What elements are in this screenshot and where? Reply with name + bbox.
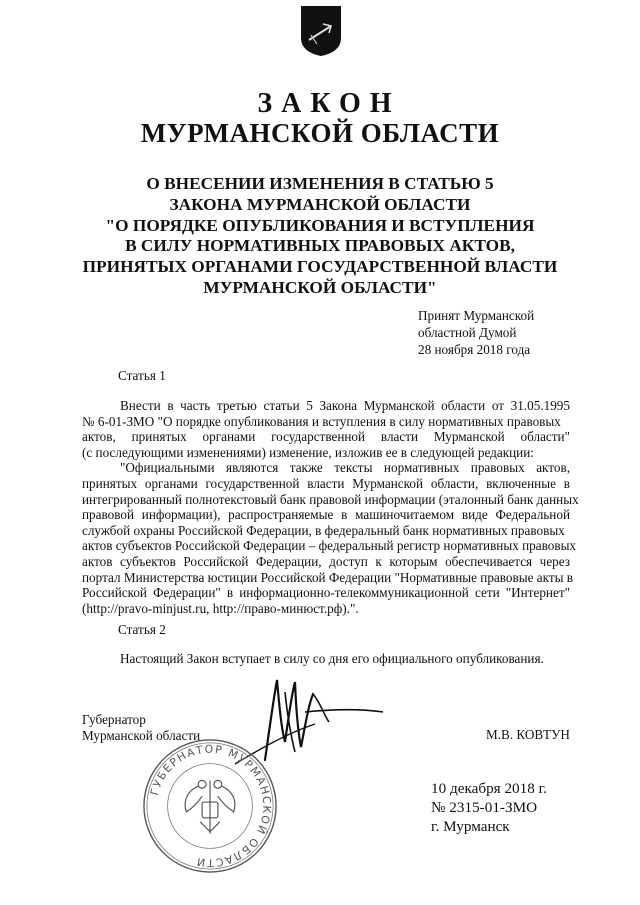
article-1-heading: Статья 1 xyxy=(118,368,166,383)
text-line: правовой информации), распространяемые в машиночитаемом виде Федеральной xyxy=(82,507,570,523)
text-line: Российской Федерации" в информационно-телекоммуникационной сети "Интернет" xyxy=(82,585,570,601)
text-line: актов субъектов Российской Федерации, доступ к которым обеспечивается через xyxy=(82,553,570,569)
text-line: (http://pravo-minjust.ru, http://право-минюст.рф).". xyxy=(82,600,359,616)
law-date: 10 декабря 2018 г. xyxy=(431,780,547,797)
text-line: актов, принятых органами государственной власти Мурманской области" xyxy=(82,429,570,445)
text-line: актов субъектов Российской Федерации – федеральный регистр нормативных правовых xyxy=(82,538,577,554)
text-line: "Официальными являются также тексты нормативных правовых актов, xyxy=(120,460,570,476)
subject-line: МУРМАНСКОЙ ОБЛАСТИ" xyxy=(203,277,437,297)
signatory-position: Губернатор xyxy=(82,712,146,727)
text-line: Внести в часть третью статьи 5 Закона Мурманской области от 31.05.1995 xyxy=(120,398,570,413)
subject-line: ЗАКОНА МУРМАНСКОЙ ОБЛАСТИ xyxy=(169,194,471,214)
law-details xyxy=(431,780,547,836)
signatory-region: Мурманской области xyxy=(82,728,201,743)
text-line: (с последующими изменениями) изменение, изложив ее в следующей редакции: xyxy=(82,444,534,460)
region-title: МУРМАНСКОЙ ОБЛАСТИ xyxy=(140,118,500,148)
signatory-name: М.В. КОВТУН xyxy=(486,727,570,742)
article-1-text xyxy=(82,398,579,616)
text-line: принятых органами государственной власти Мурманской области, включенные в xyxy=(82,475,570,491)
law-city: г. Мурманск xyxy=(431,817,510,835)
official-seal-icon xyxy=(141,737,279,875)
text-line: службой охраны Российской Федерации, в федеральный банк нормативных правовых xyxy=(82,522,565,538)
text-line: портал Министерства юстиции Российской Федерации "Нормативные правовые акты в xyxy=(82,569,573,585)
adoption-date: 28 ноября 2018 года xyxy=(418,342,531,357)
law-subject xyxy=(60,174,580,299)
adoption-note xyxy=(418,307,534,358)
text-line: интегрированный полнотекстовый банк правовой информации (эталонный банк данных xyxy=(82,491,579,507)
seal-text: ГУБЕРНАТОР МУРМАНСКОЙ ОБЛАСТИ xyxy=(147,742,274,870)
article-2-text: Настоящий Закон вступает в силу со дня его официального опубликования. xyxy=(120,651,544,666)
adoption-line: областной Думой xyxy=(418,325,517,340)
subject-line: "О ПОРЯДКЕ ОПУБЛИКОВАНИЯ И ВСТУПЛЕНИЯ xyxy=(105,215,535,235)
article-2-heading: Статья 2 xyxy=(118,622,166,637)
adoption-line: Принят Мурманской xyxy=(418,308,535,323)
subject-line: В СИЛУ НОРМАТИВНЫХ ПРАВОВЫХ АКТОВ, xyxy=(125,236,515,256)
svg-text:ГУБЕРНАТОР МУРМАНСКОЙ ОБЛАСТИ xyxy=(148,743,273,870)
text-line: № 6-01-ЗМО "О порядке опубликования и вступления в силу нормативных правовых xyxy=(82,413,561,429)
subject-line: О ВНЕСЕНИИ ИЗМЕНЕНИЯ В СТАТЬЮ 5 xyxy=(146,174,494,193)
law-title: ЗАКОН xyxy=(257,88,401,119)
law-number: № 2315-01-ЗМО xyxy=(431,798,538,816)
subject-line: ПРИНЯТЫХ ОРГАНАМИ ГОСУДАРСТВЕННОЙ ВЛАСТИ xyxy=(82,257,558,277)
coat-of-arms-icon xyxy=(299,4,343,58)
